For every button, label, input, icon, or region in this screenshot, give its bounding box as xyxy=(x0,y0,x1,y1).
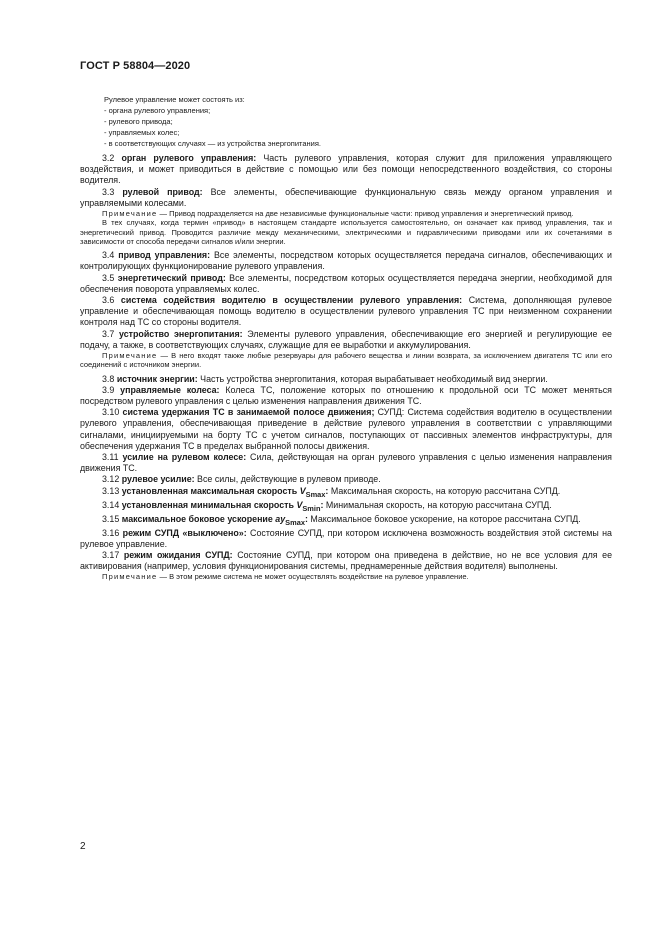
page-number: 2 xyxy=(80,841,86,852)
term-3-7: 3.7 устройство энергопитания: Элементы рулевого управления, обеспечивающие его энергией и регулирующие ее подачу, а также, в соответствующих случаях, служащие для ее выработки и аккумулирования. xyxy=(80,328,612,350)
note-2: Примечание — В него входят также любые резервуары для рабочего вещества и линии возврата, за исключением двигателя ТС или его соединений с источником энергии. xyxy=(80,351,612,370)
term-3-15: 3.15 максимальное боковое ускорение $ay_{Smax}$: Максимальное боковое ускорение, на которое рассчитана СУПД. xyxy=(102,513,581,527)
term-3-14: 3.14 установленная минимальная скорость $V_{Smin}$: Минимальная скорость, на которую рассчитана СУПД. xyxy=(102,499,552,513)
list-item: - управляемых колес; xyxy=(104,128,180,137)
list-item: - органа рулевого управления; xyxy=(104,106,211,115)
term-3-12: 3.12 рулевое усилие: Все силы, действующие в рулевом приводе. xyxy=(102,474,381,485)
term-3-8: 3.8 источник энергии: Часть устройства энергопитания, которая вырабатывает необходимый вид энергии. xyxy=(102,373,548,384)
term-3-16: 3.16 режим СУПД «выключено»: Состояние СУПД, при котором исключена возможность воздействия этой системы на рулевое управление. xyxy=(80,527,612,549)
intro-list xyxy=(80,94,612,149)
intro-lead: Рулевое управление может состоять из: xyxy=(104,95,245,104)
term-3-9: 3.9 управляемые колеса: Колеса ТС, положение которых по отношению к продольной оси ТС может меняться посредством рулевого управления с целью изменения направления движения ТС. xyxy=(80,384,612,407)
term-3-11: 3.11 усилие на рулевом колесе: Сила, действующая на орган рулевого управления с целью изменения направления движения ТС. xyxy=(80,452,612,474)
term-3-13: 3.13 установленная максимальная скорость $V_{Smax}$: Максимальная скорость, на которую рассчитана СУПД. xyxy=(102,485,561,499)
term-3-3: 3.3 рулевой привод: Все элементы, обеспечивающие функциональную связь между органом управления и управляемыми колесами. xyxy=(80,186,613,208)
term-3-10: 3.10 система удержания ТС в занимаемой полосе движения; СУПД: Система содействия водителю в осуществлении рулевого управления, обеспечивающая приведение в действие рулевого управления в соответствии с управляющими сигналами, инициируемыми на борту ТС с учетом сигналов, поступающих от пассивных элементов инфраструктуры, для обеспечения удержания ТС в пределах выбранной полосы движения. xyxy=(80,407,612,451)
note-1: Примечание — Привод подразделяется на две независимые функциональные части: привод управления и энергетический привод. xyxy=(102,209,574,219)
note-3: Примечание — В этом режиме система не может осуществлять воздействие на рулевое управление. xyxy=(102,572,469,582)
term-3-6: 3.6 система содействия водителю в осуществлении рулевого управления: Система, дополняющая рулевое управление и обеспечивающая помощь водителю в осуществлении рулевого управления ТС при неизменном сохранении контроля над ТС со стороны водителя. xyxy=(80,295,612,328)
term-3-4: 3.4 привод управления: Все элементы, посредством которых осуществляется передача сигналов, обеспечивающих и контролирующих функционирование рулевого управления. xyxy=(80,250,612,272)
list-item: - рулевого привода; xyxy=(104,117,173,126)
list-item: - в соответствующих случаях — из устройства энергопитания. xyxy=(104,139,322,148)
document-header: ГОСТ Р 58804—2020 xyxy=(80,60,191,72)
term-3-17: 3.17 режим ожидания СУПД: Состояние СУПД, при котором она приведена в действие, но не все условия для ее активирования (например, условия функционирования системы, преднамеренные действия водителя) выполнены. xyxy=(80,550,613,572)
document-body xyxy=(80,94,612,582)
term-3-2: 3.2 орган рулевого управления: Часть рулевого управления, которая служит для приложения управляющего воздействия, и может приводиться в действие с помощью или без помощи непосредственного воздействия, со стороны водителя. xyxy=(80,153,612,186)
note-1-continued: В тех случаях, когда термин «привод» в настоящем стандарте используется самостоятельно, он означает как привод управления, так и энергетический привод. Проводится различие между механическими, электрическими и гидравлическими приводами или их сочетаниями в зависимости от способа передачи сигналов и/или энергии. xyxy=(80,218,612,246)
term-3-5: 3.5 энергетический привод: Все элементы, посредством которых осуществляется передача энергии, необходимой для обеспечения поворота управляемых колес. xyxy=(80,272,612,294)
